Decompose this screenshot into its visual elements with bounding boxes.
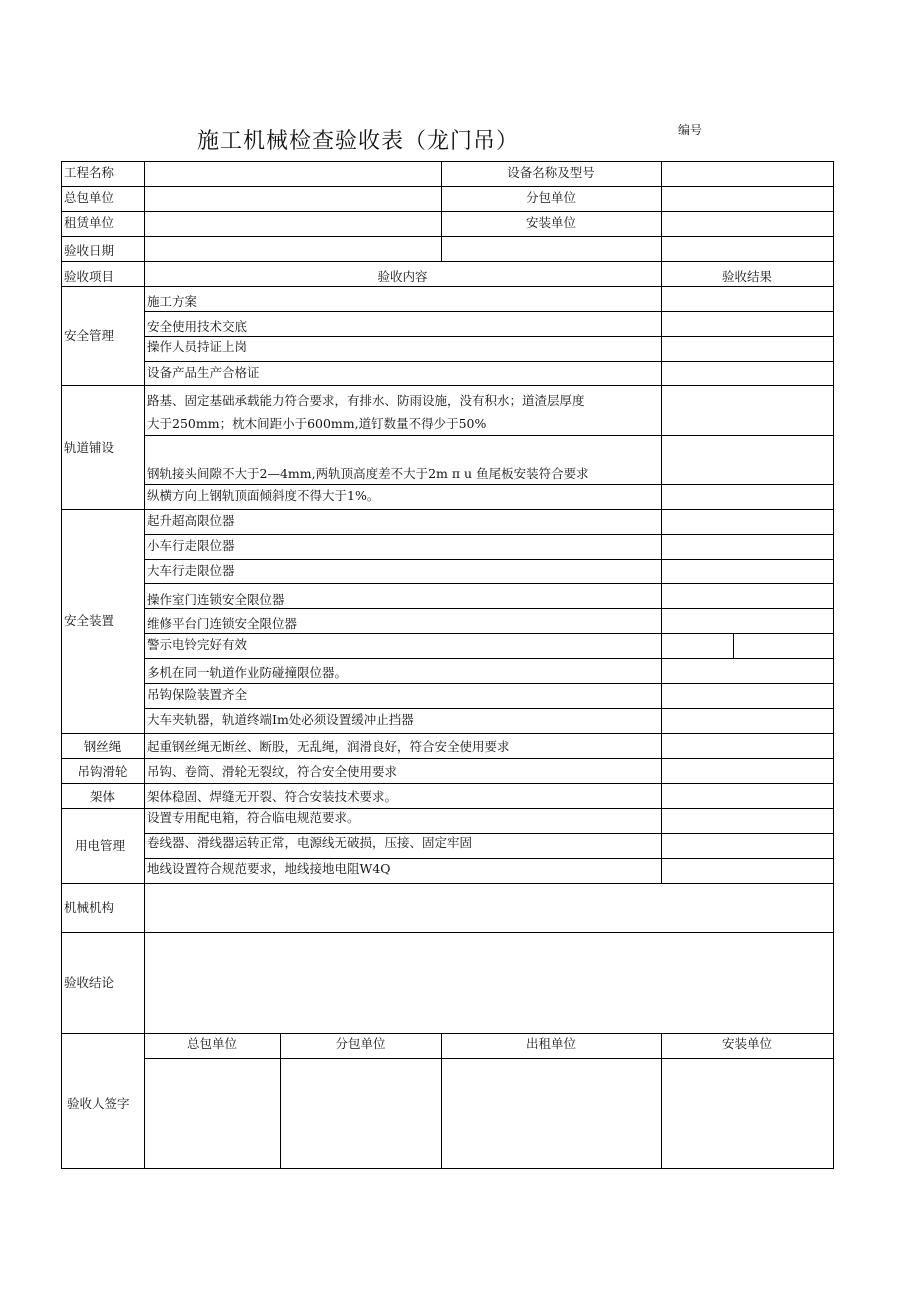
project-name-label: 工程名称: [64, 165, 115, 180]
list-item: 吊钩保险装置齐全: [147, 687, 248, 702]
safety-management-label: 安全管理: [64, 328, 115, 343]
sign-leasing-unit: 出租单位: [525, 1036, 576, 1051]
list-item: 警示电铃完好有效: [147, 637, 248, 652]
list-item: 路基、固定基础承载能力符合要求，有排水、防雨设施，没有积水；道渣层厚度: [147, 393, 585, 408]
electrical-management-label: 用电管理: [75, 838, 126, 853]
list-item: 架体稳固、焊缝无开裂、符合安装技术要求。: [147, 789, 398, 804]
frame-label: 架体: [89, 789, 115, 804]
list-item: 钢轨接头间隙不大于2—4mm,两轨顶高度差不大于2m π u 鱼尾板安装符合要求: [147, 466, 589, 481]
sign-subcontractor: 分包单位: [335, 1036, 386, 1051]
content-column-header: 验收内容: [377, 269, 428, 284]
form-title: 施工机械检查验收表（龙门吊）: [197, 129, 520, 154]
list-item: 吊钩、卷筒、滑轮无裂纹，符合安全使用要求: [147, 764, 398, 779]
item-column-header: 验收项目: [64, 269, 115, 284]
list-item: 小车行走限位器: [147, 538, 235, 553]
list-item: 纵横方向上钢轨顶面倾斜度不得大于1%。: [147, 488, 380, 503]
list-item: 多机在同一轨道作业防碰撞限位器。: [147, 665, 348, 680]
list-item: 施工方案: [147, 294, 198, 309]
list-item: 大车行走限位器: [147, 563, 235, 578]
equipment-name-model-label: 设备名称及型号: [507, 165, 595, 180]
list-item: 起升超高限位器: [147, 513, 235, 528]
hook-pulley-label: 吊钩滑轮: [77, 764, 128, 779]
mechanism-label: 机械机构: [64, 900, 115, 915]
general-contractor-label: 总包单位: [64, 190, 115, 205]
subcontractor-label: 分包单位: [525, 190, 576, 205]
installation-unit-label: 安装单位: [525, 215, 576, 230]
wire-rope-label: 钢丝绳: [83, 739, 122, 754]
list-item: 安全使用技术交底: [147, 319, 248, 334]
list-item: 设置专用配电箱，符合临电规范要求。: [147, 810, 360, 825]
safety-devices-label: 安全装置: [64, 613, 115, 628]
list-item: 大于250mm；枕木间距小于600mm,道钉数量不得少于50%: [147, 416, 487, 431]
list-item: 维修平台门连锁安全限位器: [147, 616, 298, 631]
list-item: 大车夹轨器，轨道终端Im处必须设置缓冲止挡器: [147, 712, 414, 727]
track-laying-label: 轨道铺设: [64, 440, 115, 455]
conclusion-label: 验收结论: [64, 975, 115, 990]
sign-general-contractor: 总包单位: [186, 1036, 237, 1051]
list-item: 操作室门连锁安全限位器: [147, 592, 285, 607]
list-item: 地线设置符合规范要求，地线接地电阻W4Q: [147, 861, 391, 876]
list-item: 卷线器、滑线器运转正常，电源线无破损，压接、固定牢固: [147, 835, 473, 850]
list-item: 设备产品生产合格证: [147, 365, 260, 380]
sign-installation-unit: 安装单位: [721, 1036, 772, 1051]
list-item: 操作人员持证上岗: [147, 339, 248, 354]
leasing-unit-label: 租赁单位: [64, 215, 115, 230]
acceptance-date-label: 验收日期: [64, 243, 115, 258]
list-item: 起重钢丝绳无断丝、断股，无乱绳，润滑良好，符合安全使用要求: [147, 739, 510, 754]
result-column-header: 验收结果: [721, 269, 772, 284]
signature-label: 验收人签字: [67, 1096, 130, 1111]
serial-number-label: 编号: [678, 123, 703, 137]
